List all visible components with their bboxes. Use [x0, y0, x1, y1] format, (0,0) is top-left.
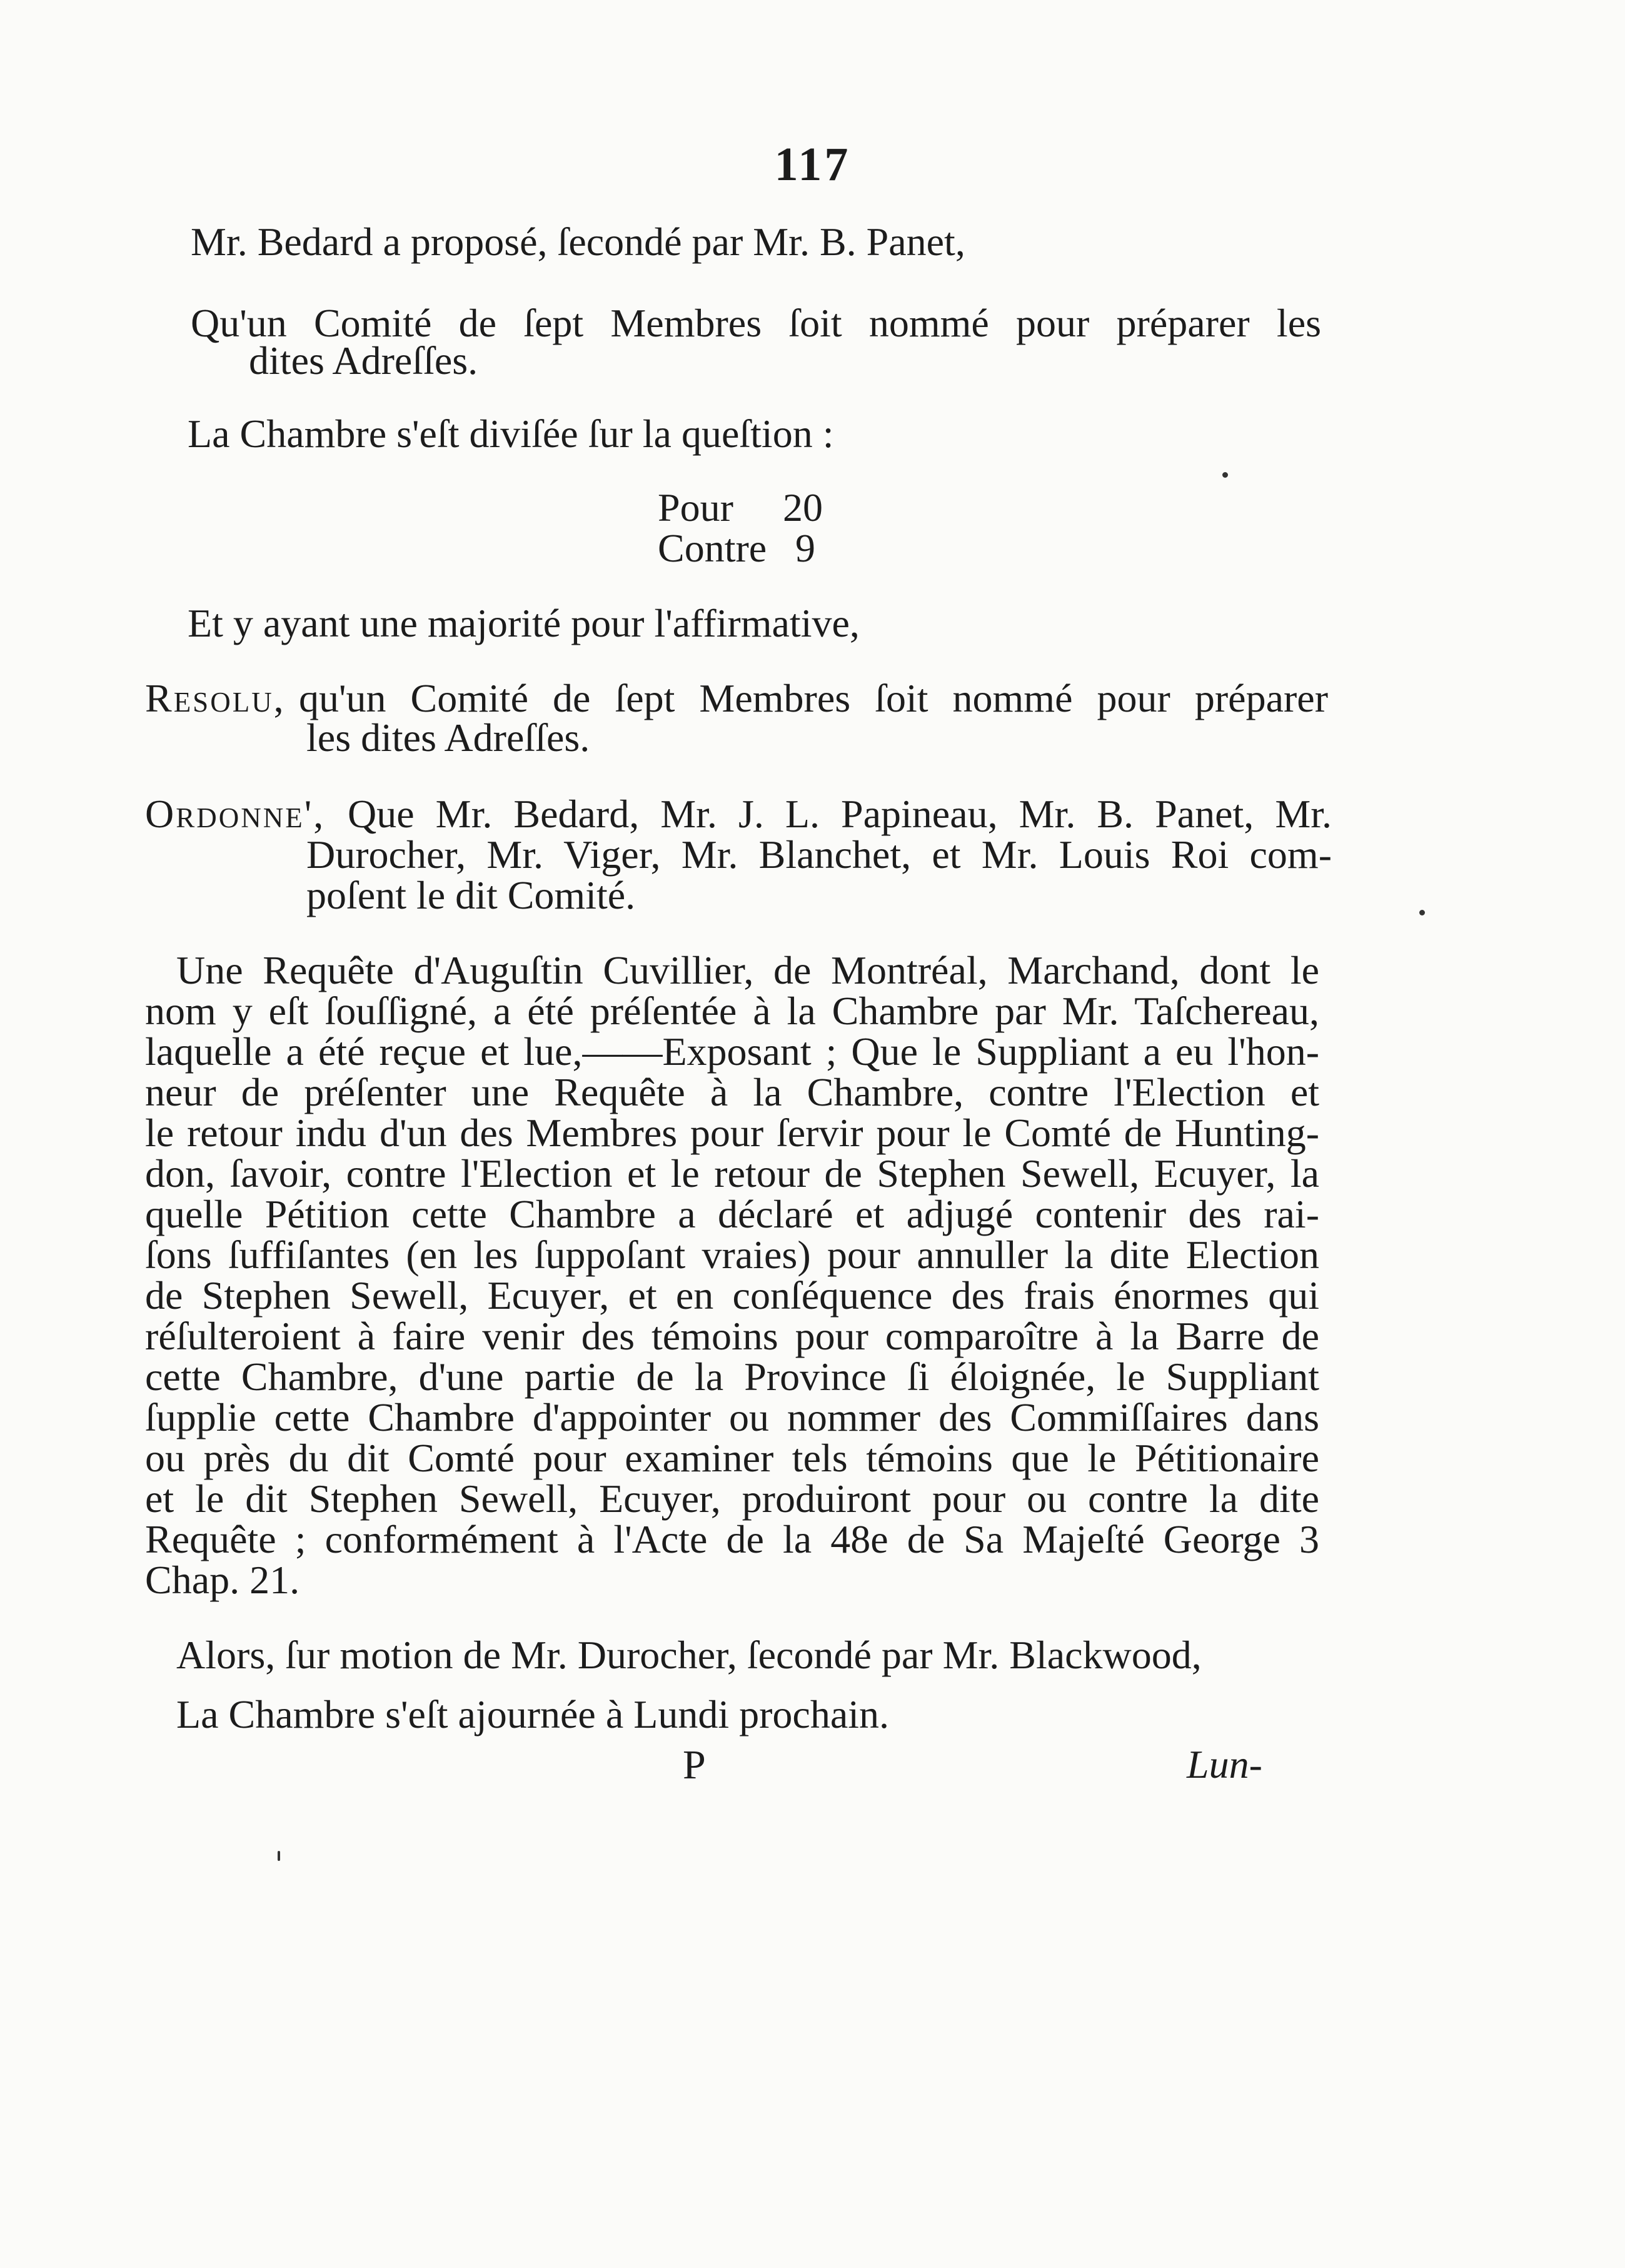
page-number: 117: [774, 138, 851, 191]
requete-line: ou près du dit Comté pour examiner tels témoins que le Pétitionaire: [145, 1436, 1319, 1480]
requete-line: de Stephen Sewell, Ecuyer, et en conſéquence des frais énormes qui: [145, 1273, 1319, 1318]
requete-line: cette Chambre, d'une partie de la Province ſi éloignée, le Suppliant: [145, 1354, 1319, 1399]
majority-line: Et y ayant une majorité pour l'affirmative,: [188, 601, 860, 645]
pour-value: 20: [783, 485, 823, 530]
ink-speck: [278, 1851, 280, 1861]
ordonne-line-2: Durocher, Mr. Viger, Mr. Blanchet, et Mr. Louis Roi com-: [306, 832, 1332, 877]
requete-line: et le dit Stephen Sewell, Ecuyer, produiront pour ou contre la dite: [145, 1476, 1319, 1521]
resolu-line-2: les dites Adreſſes.: [306, 715, 590, 760]
resolu-line-1: qu'un Comité de ſept Membres ſoit nommé pour préparer: [299, 676, 1328, 720]
pour-label: Pour: [658, 485, 733, 530]
ink-speck: [1222, 472, 1228, 478]
requete-line: laquelle a été reçue et lue,——Exposant ; Que le Suppliant a eu l'hon-: [145, 1029, 1319, 1074]
motion-body-line-1: Qu'un Comité de ſept Membres ſoit nommé pour préparer les: [191, 301, 1321, 345]
requete-line: quelle Pétition cette Chambre a déclaré et adjugé contenir des rai-: [145, 1192, 1319, 1236]
requete-line: Chap. 21.: [145, 1558, 300, 1602]
ink-speck: [1419, 910, 1425, 915]
signature-mark: P: [683, 1742, 706, 1788]
requete-line: Une Requête d'Auguſtin Cuvillier, de Montréal, Marchand, dont le: [176, 948, 1319, 992]
requete-line: ſupplie cette Chambre d'appointer ou nommer des Commiſſaires dans: [145, 1395, 1319, 1439]
motion-body-line-2: dites Adreſſes.: [249, 338, 478, 383]
motion-line: Mr. Bedard a proposé, ſecondé par Mr. B. Panet,: [191, 219, 965, 264]
requete-line: don, ſavoir, contre l'Election et le retour de Stephen Sewell, Ecuyer, la: [145, 1151, 1319, 1196]
requete-line: nom y eſt ſouſſigné, a été préſentée à la Chambre par Mr. Taſchereau,: [145, 989, 1319, 1033]
catchword: Lun-: [1187, 1742, 1262, 1787]
contre-value: 9: [795, 526, 815, 570]
requete-line: Requête ; conformément à l'Acte de la 48e de Sa Majeſté George 3: [145, 1517, 1319, 1561]
requete-line: ſons ſuffiſantes (en les ſuppoſant vraies) pour annuller la dite Election: [145, 1232, 1319, 1277]
requete-line: neur de préſenter une Requête à la Chambre, contre l'Election et: [145, 1070, 1319, 1114]
resolu-label: Resolu,: [145, 676, 286, 720]
ordonne-line-3: poſent le dit Comité.: [306, 873, 636, 917]
closing-line-2: La Chambre s'eſt ajournée à Lundi prochain.: [176, 1692, 889, 1736]
requete-line: le retour indu d'un des Membres pour ſervir pour le Comté de Hunting-: [145, 1111, 1319, 1155]
closing-line-1: Alors, ſur motion de Mr. Durocher, ſecondé par Mr. Blackwood,: [176, 1633, 1202, 1677]
ordonne-line-1: Que Mr. Bedard, Mr. J. L. Papineau, Mr. B. Panet, Mr.: [348, 792, 1332, 836]
division-line: La Chambre s'eſt diviſée ſur la queſtion :: [188, 411, 834, 456]
contre-label: Contre: [658, 526, 767, 570]
ordonne-label: Ordonne',: [145, 792, 326, 836]
requete-line: réſulteroient à faire venir des témoins pour comparoître à la Barre de: [145, 1314, 1319, 1358]
